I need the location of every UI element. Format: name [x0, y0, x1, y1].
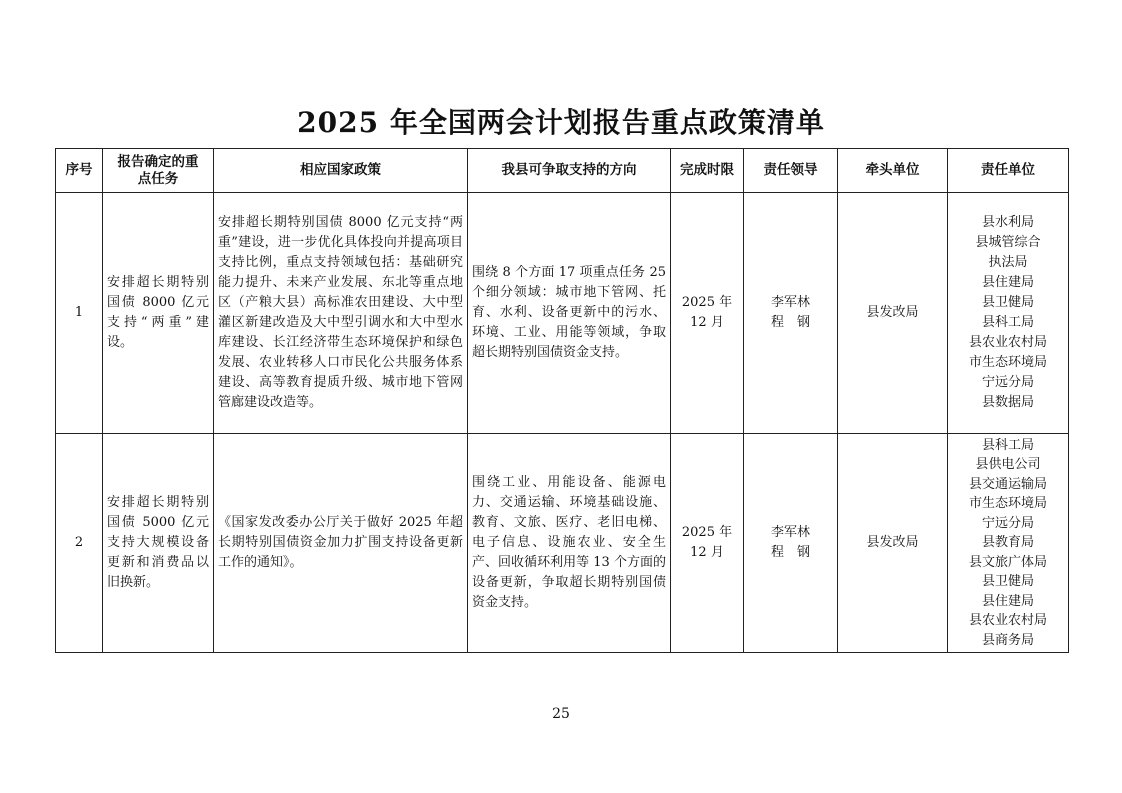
unit-name: 县科工局: [981, 315, 1034, 330]
unit-name: 县农业农村局: [968, 613, 1047, 629]
unit-name: 市生态环境局: [968, 496, 1047, 512]
unit-name: 县农业农村局: [968, 335, 1047, 350]
table-header-row: [56, 149, 1069, 193]
column-header: 完成时限: [671, 149, 744, 193]
column-header: 我县可争取支持的方向: [468, 149, 671, 193]
key-task-cell: 安排超长期特别国债 8000 亿元支持“两重”建设。: [103, 193, 214, 434]
table-row: [56, 434, 1069, 653]
unit-name: 县水利局: [981, 215, 1034, 230]
unit-name: 县文旅广体局: [968, 554, 1047, 570]
leader-name: 李军林: [770, 525, 810, 540]
column-header: 相应国家政策: [214, 149, 468, 193]
responsible-units-cell: [948, 434, 1069, 653]
deadline-cell: 2025 年 12 月: [671, 193, 744, 434]
unit-name: 县住建局: [981, 593, 1034, 609]
unit-name: 县科工局: [981, 437, 1034, 453]
unit-name: 县数据局: [981, 395, 1034, 410]
unit-name: 执法局: [988, 255, 1028, 270]
responsible-leaders-cell: [744, 193, 838, 434]
leader-name: 程 钢: [770, 315, 810, 330]
column-header: 牵头单位: [838, 149, 948, 193]
row-number: 1: [56, 193, 103, 434]
unit-name: 县城管综合: [975, 235, 1041, 250]
leader-name: 程 钢: [770, 545, 810, 560]
support-direction-cell: 围绕 8 个方面 17 项重点任务 25 个细分领域：城市地下管网、托育、水利、设备更新中的污水、环境、工业、用能等领域，争取超长期特别国债资金支持。: [468, 193, 671, 434]
unit-name: 县住建局: [981, 275, 1034, 290]
unit-name: 市生态环境局: [968, 355, 1047, 370]
column-header: 责任单位: [948, 149, 1069, 193]
responsible-units-cell: [948, 193, 1069, 434]
page-title: 2025 年全国两会计划报告重点政策清单: [297, 106, 825, 139]
national-policy-cell: 安排超长期特别国债 8000 亿元支持“两重”建设，进一步优化具体投向并提高项目支持比例，重点支持领域包括：基础研究能力提升、未来产业发展、东北等重点地区（产粮大县）高标准农田建设、大中型灌区新建改造及大中型引调水和大中型水库建设、长江经济带生态环境保护和绿色发展、农业转移人口市民化公共服务体系建设、高等教育提质升级、城市地下管网管廊建设改造等。: [214, 193, 468, 434]
unit-name: 县商务局: [981, 632, 1034, 648]
leader-name: 李军林: [770, 295, 810, 310]
deadline-cell: 2025 年 12 月: [671, 434, 744, 653]
column-header: 序号: [56, 149, 103, 193]
column-header: 责任领导: [744, 149, 838, 193]
support-direction-cell: 围绕工业、用能设备、能源电力、交通运输、环境基础设施、教育、文旅、医疗、老旧电梯、电子信息、设施农业、安全生产、回收循环利用等 13 个方面的设备更新，争取超长期特别国债资金支持。: [468, 434, 671, 653]
unit-name: 宁远分局: [981, 375, 1034, 390]
table-row: [56, 193, 1069, 434]
key-task-cell: 安排超长期特别国债 5000 亿元支持大规模设备更新和消费品以旧换新。: [103, 434, 214, 653]
unit-name: 县卫健局: [981, 574, 1034, 590]
unit-name: 宁远分局: [981, 515, 1034, 531]
row-number: 2: [56, 434, 103, 653]
page-number: 25: [552, 706, 570, 722]
column-header: 报告确定的重点任务: [103, 149, 214, 193]
lead-unit-cell: 县发改局: [838, 434, 948, 653]
responsible-leaders-cell: [744, 434, 838, 653]
policy-table: [55, 148, 1069, 653]
national-policy-cell: 《国家发改委办公厅关于做好 2025 年超长期特别国债资金加力扩围支持设备更新工作的通知》。: [214, 434, 468, 653]
unit-name: 县供电公司: [975, 457, 1041, 473]
lead-unit-cell: 县发改局: [838, 193, 948, 434]
unit-name: 县交通运输局: [968, 476, 1047, 492]
unit-name: 县教育局: [981, 535, 1034, 551]
unit-name: 县卫健局: [981, 295, 1034, 310]
